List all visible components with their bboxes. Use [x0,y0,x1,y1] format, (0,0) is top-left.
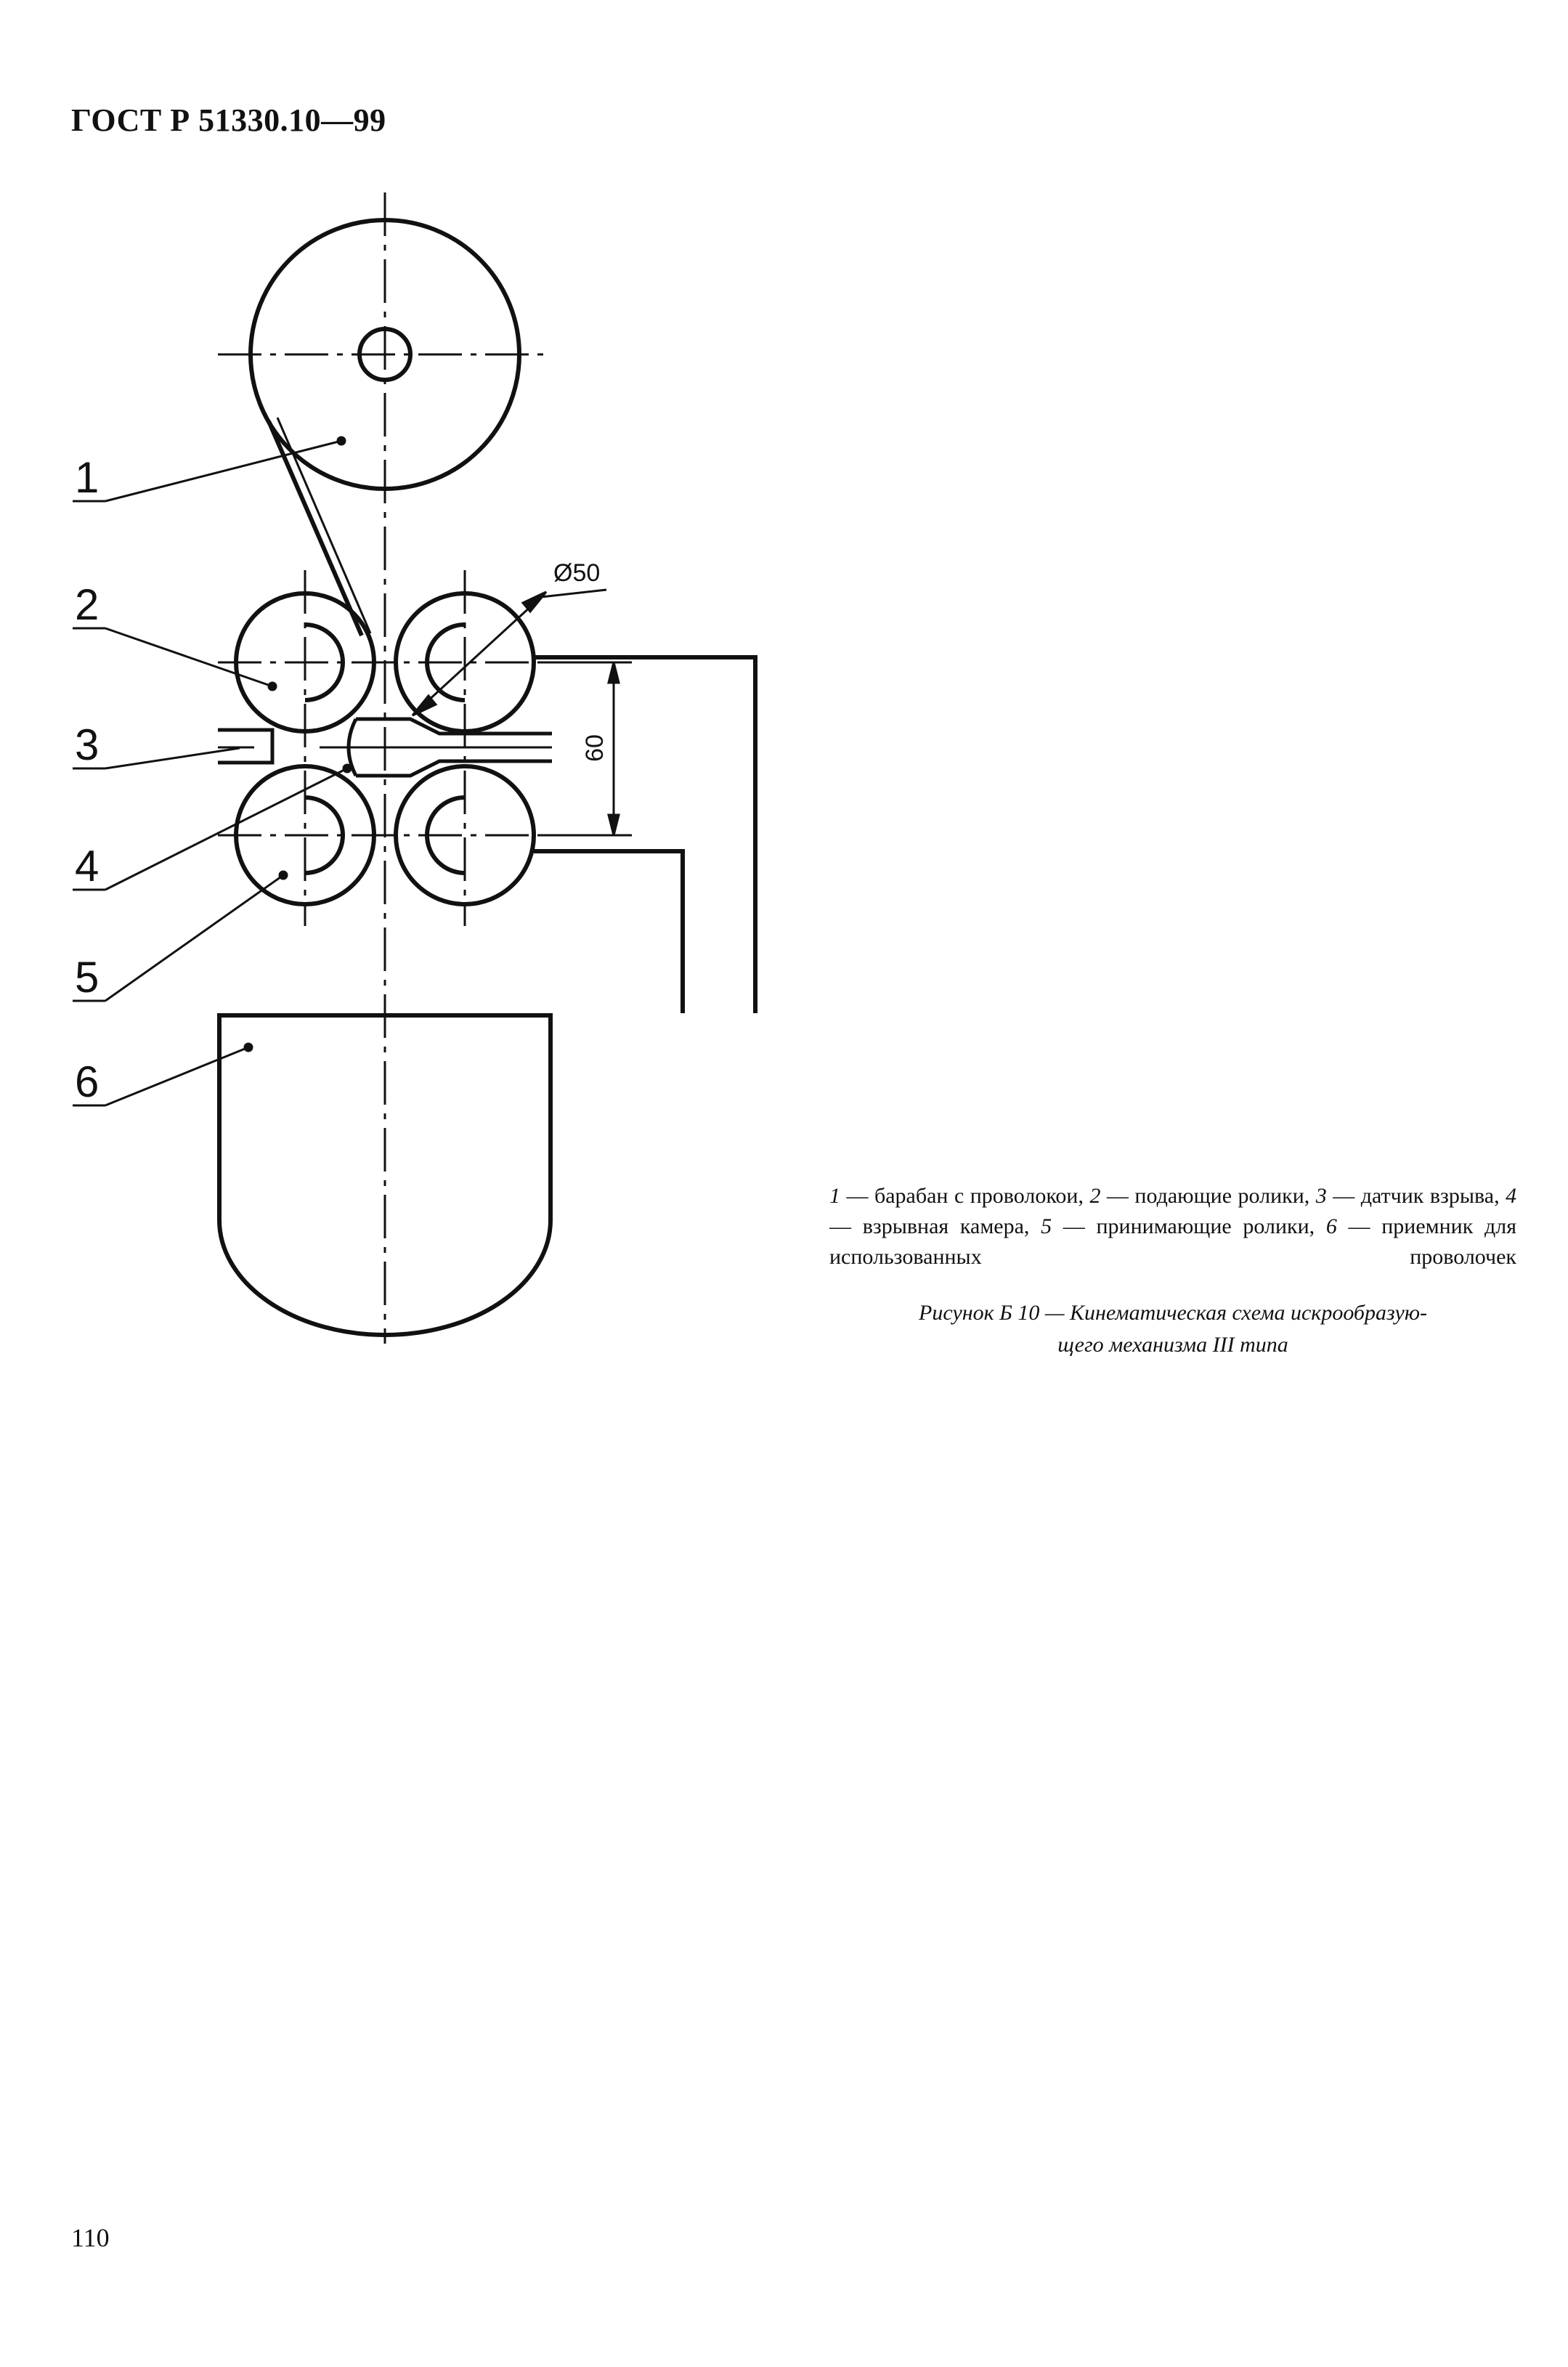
figure-legend: 1 — барабан с проволокои, 2 — подающие ролики, 3 — датчик взрыва, 4 — взрывная камера, 5 — принимающие ролики, 6 — приемник для использованных проволочек [829,1184,1517,1269]
legend-text-6: приемник для использованных проволочек [829,1214,1517,1269]
diameter-leader [418,597,541,710]
callout-1: 1 [75,453,99,502]
callout-2-leader [105,628,272,686]
legend-text-2: подающие ролики, [1134,1184,1310,1208]
callout-2: 2 [75,580,99,629]
standard-header: ГОСТ Р 51330.10—99 [71,102,386,138]
legend-text-5: принимающие ролики, [1096,1214,1315,1238]
legend-num-2: 2 [1089,1184,1101,1208]
dimension-60-label: 60 [581,734,609,762]
diameter-shelf [541,590,606,597]
wire-line [269,421,362,636]
legend-num-5: 5 [1041,1214,1052,1238]
callout-3-leader [105,748,240,768]
legend-num-6: 6 [1325,1214,1337,1238]
callout-1-leader [105,441,341,501]
legend-num-4: 4 [1506,1184,1517,1208]
legend-text-3: датчик взрыва, [1360,1184,1500,1208]
diameter-arrow [413,696,436,715]
page-number: 110 [71,2223,110,2252]
caption-line-2: щего механизма III типа [1057,1333,1288,1357]
dimension-60-arrow-top [609,662,619,683]
legend-text-4: взрывная камера, [862,1214,1030,1238]
legend-num-1: 1 [829,1184,840,1208]
diameter-arrow-end [523,592,546,612]
callout-5-leader [105,875,283,1001]
wire-line-inner [277,418,370,633]
figure-caption [829,1297,1516,1361]
callout-4: 4 [75,842,99,890]
legend-num-3: 3 [1315,1184,1327,1208]
callout-3: 3 [75,720,99,769]
right-guide-inner [534,851,683,1013]
dimension-60-arrow-bottom [609,815,619,835]
callout-6-leader [105,1047,248,1105]
legend-text-1: барабан с проволокои, [874,1184,1084,1208]
diameter-label: Ø50 [553,559,601,587]
caption-line-1: Рисунок Б 10 — Кинематическая схема искрообразую- [919,1301,1427,1325]
callout-5: 5 [75,953,99,1002]
callout-6: 6 [75,1057,99,1106]
